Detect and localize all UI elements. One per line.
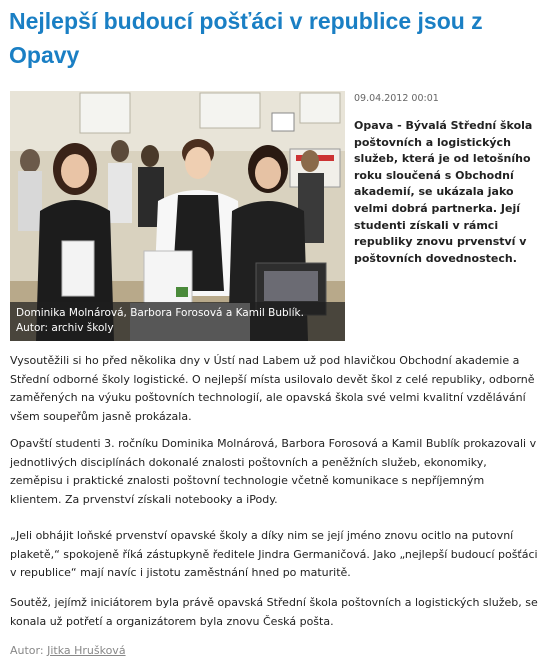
article-lead: Opava - Bývalá Střední škola poštovních a logistických služeb, která je od letošního roku sloučená s Obchodní akademií, se ukázala jako velmi dobrá partnerka. Její studenti získali v rámci republiky znovu prvenství v poštovních dovednostech. bbox=[354, 119, 533, 265]
article-photo[interactable] bbox=[10, 91, 345, 341]
photo-caption: Dominika Molnárová, Barbora Forosová a Kamil Bublík. Autor: archiv školy bbox=[10, 302, 345, 341]
article-paragraph: Opavští studenti 3. ročníku Dominika Molnárová, Barbora Forosová a Kamil Bublík prokazovali v jednotlivých disciplínách dokonalé znalosti poštovních a peněžních služeb, ekonomiky, zeměpisu i praktické znalosti poštovní technologie včetně komunikace s nepříjemným klientem. Za prvenství získali notebooky a iPody. bbox=[10, 437, 537, 506]
author-label: Autor: bbox=[10, 644, 44, 657]
article-paragraph: Vysoutěžili si ho před několika dny v Ústí nad Labem už pod hlavičkou Obchodní akademie a Střední odborné školy logistické. O nejlepší místa usilovalo devět škol z celé republiky, odborně zaměřených na výuku poštovních technologií, ale opavská škola své velmi kvalitní vzdělávání všem soupeřům jasně prokázala. bbox=[10, 354, 535, 423]
article-paragraph: Soutěž, jejímž iniciátorem byla právě opavská Střední škola poštovních a logistických služeb, se konala už potřetí a organizátorem byla znovu Česká pošta. bbox=[10, 596, 538, 628]
article-date: 09.04.2012 00:01 bbox=[354, 93, 439, 104]
article-paragraph: „Jeli obhájit loňské prvenství opavské školy a díky nim se její jméno znovu ocitlo na putovní plaketě,“ spokojeně říká zástupkyně ředitele Jindra Germaničová. Jako „nejlepší budoucí pošťáci v republice“ mají navíc i jistotu zaměstnání hned po maturitě. bbox=[10, 529, 538, 579]
author-link[interactable]: Jitka Hrušková bbox=[47, 644, 126, 657]
article-title: Nejlepší budoucí pošťáci v republice jsou z Opavy bbox=[9, 8, 483, 68]
article-author bbox=[10, 644, 126, 657]
